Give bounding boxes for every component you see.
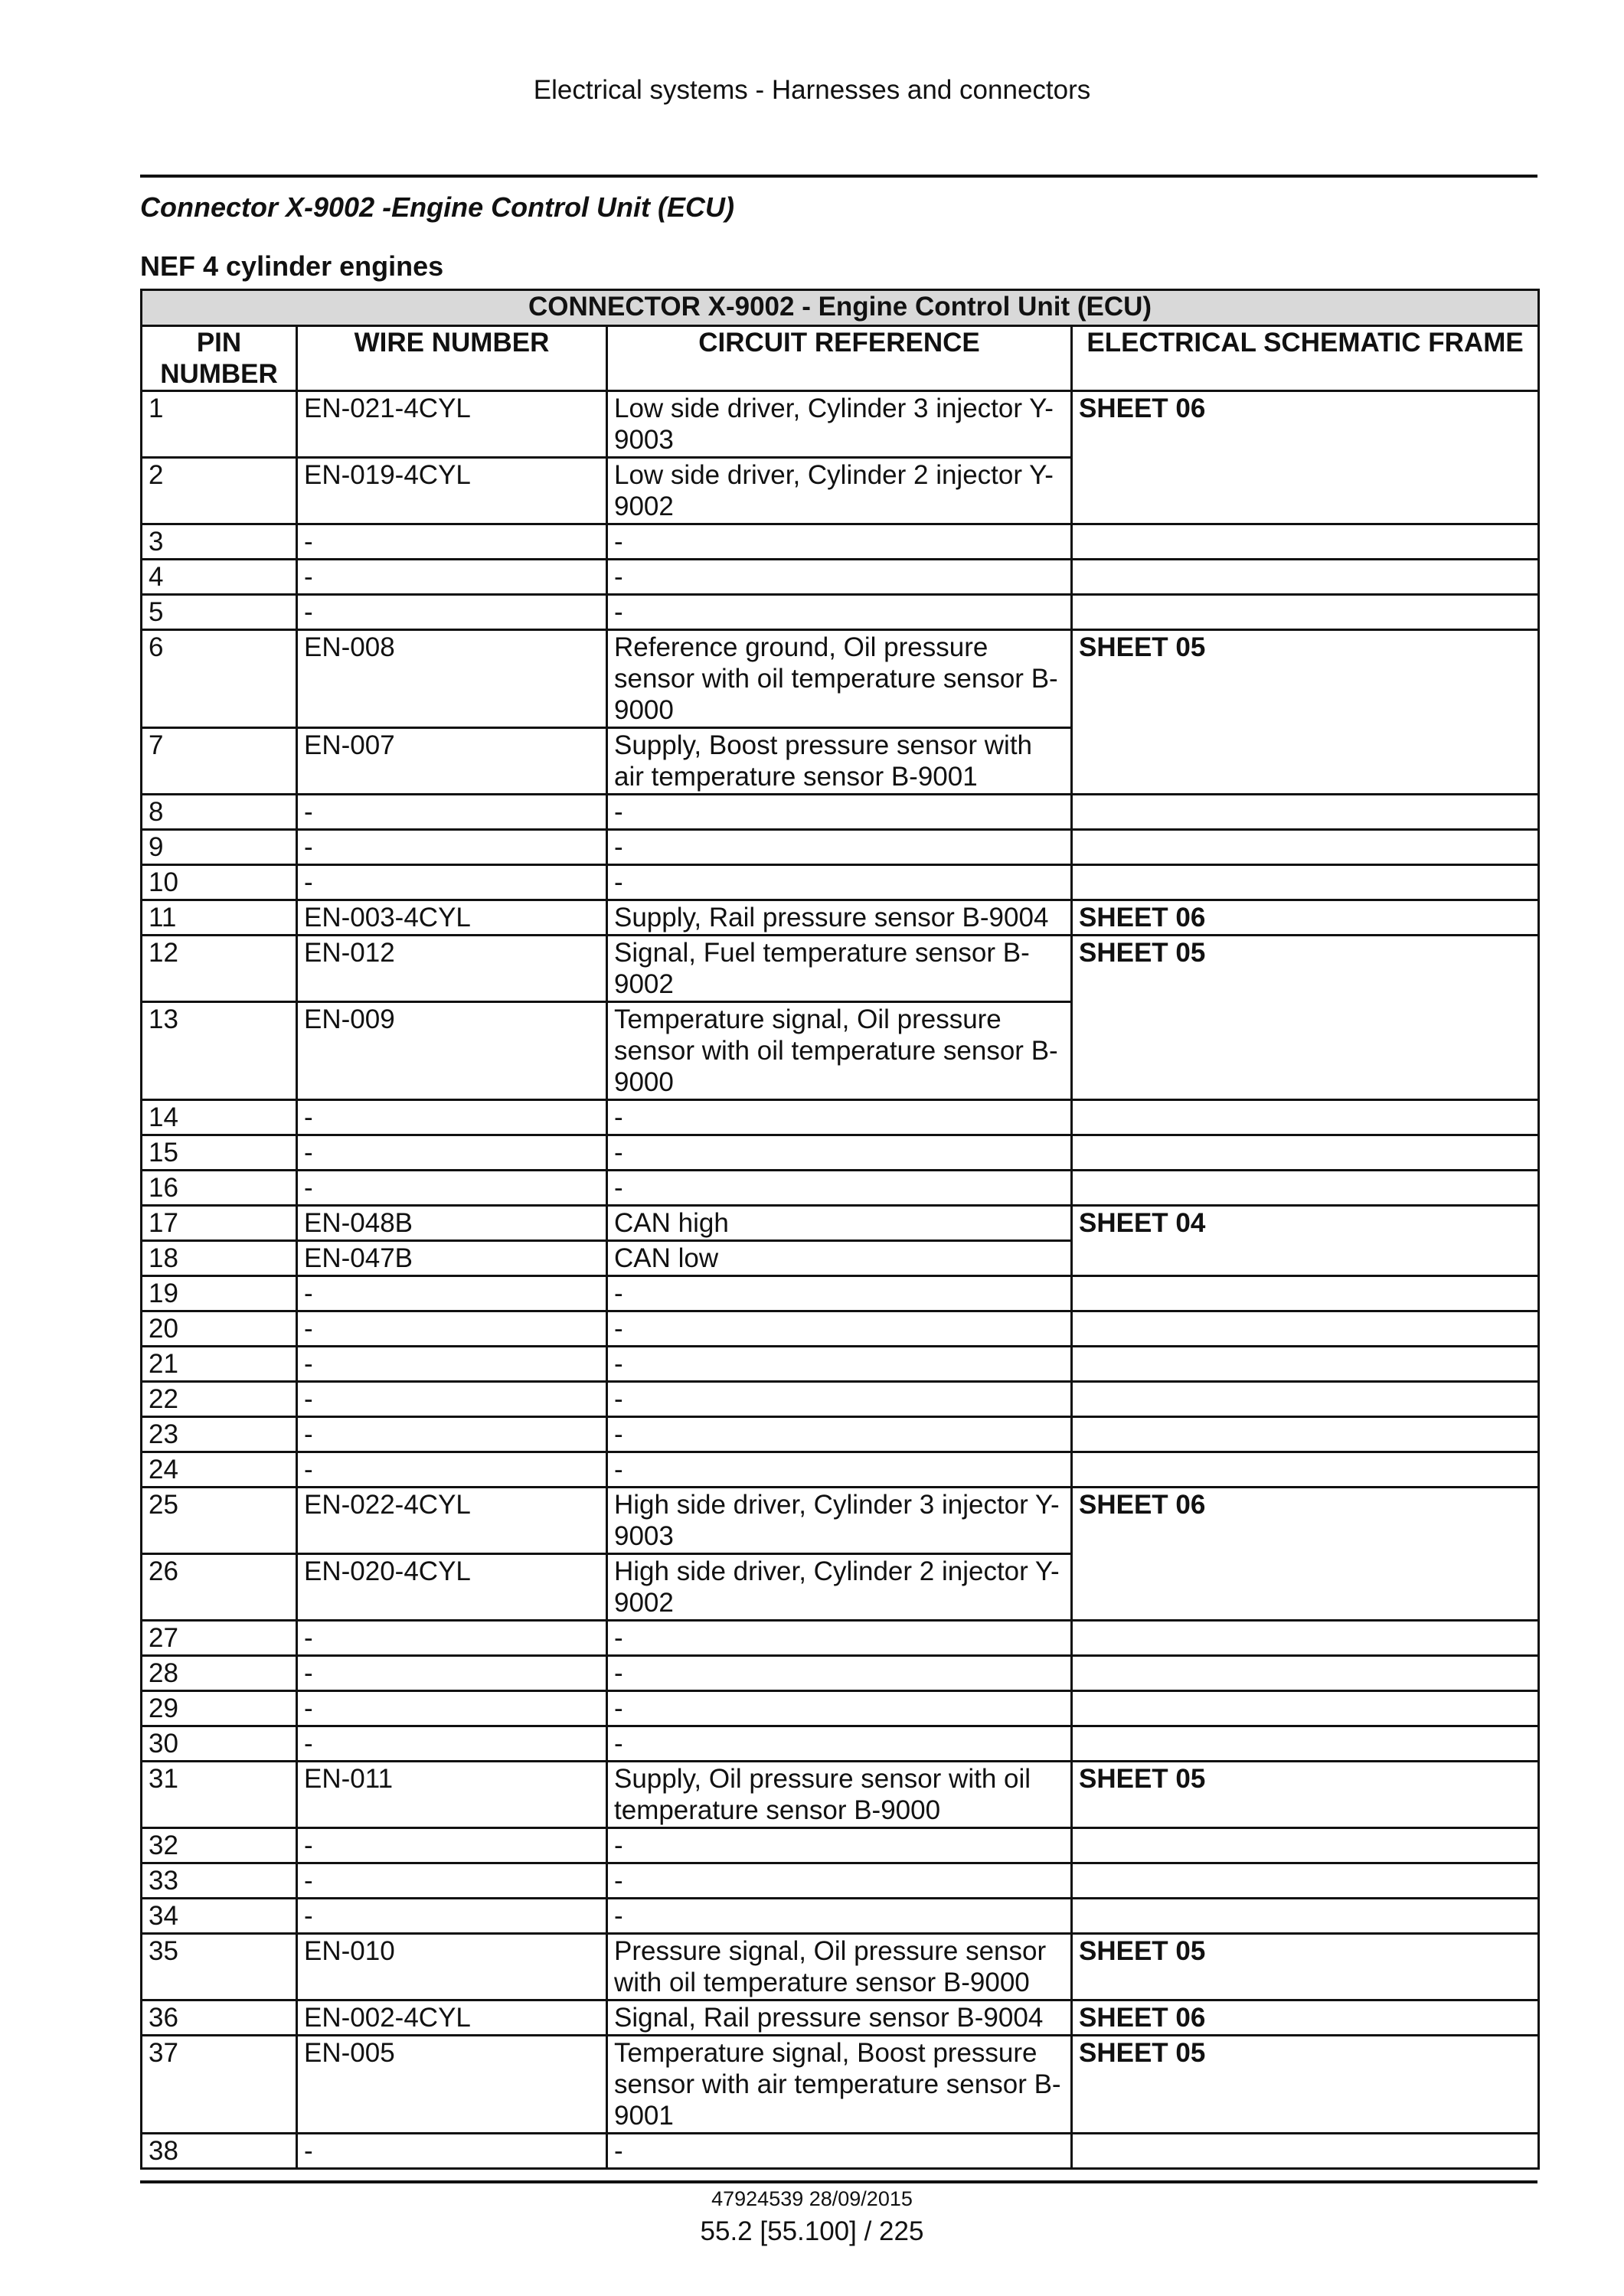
- schematic-frame-cell: [1072, 1347, 1539, 1382]
- pin-number-cell: 27: [142, 1621, 297, 1656]
- circuit-reference-cell: Supply, Boost pressure sensor with air temperature sensor B-9001: [607, 728, 1072, 795]
- pin-number-cell: 11: [142, 900, 297, 936]
- circuit-reference-cell: Temperature signal, Oil pressure sensor with oil temperature sensor B-9000: [607, 1002, 1072, 1100]
- circuit-reference-cell: Low side driver, Cylinder 2 injector Y-9002: [607, 458, 1072, 524]
- circuit-reference-cell: -: [607, 1726, 1072, 1762]
- schematic-frame-cell: SHEET 05: [1072, 1762, 1539, 1828]
- pin-number-cell: 15: [142, 1135, 297, 1171]
- schematic-frame-cell: [1072, 1311, 1539, 1347]
- schematic-frame-cell: [1072, 1621, 1539, 1656]
- circuit-reference-cell: -: [607, 1382, 1072, 1417]
- circuit-reference-cell: -: [607, 1417, 1072, 1452]
- schematic-frame-cell: [1072, 2134, 1539, 2169]
- wire-number-cell: EN-020-4CYL: [297, 1554, 607, 1621]
- schematic-frame-cell: SHEET 05: [1072, 2036, 1539, 2134]
- table-row: [142, 1206, 1539, 1241]
- pin-number-cell: 35: [142, 1934, 297, 2000]
- schematic-frame-cell: [1072, 1135, 1539, 1171]
- wire-number-cell: EN-008: [297, 630, 607, 728]
- table-row: [142, 1276, 1539, 1311]
- pin-number-cell: 9: [142, 830, 297, 865]
- document-number: 47924539 28/09/2015: [711, 2187, 913, 2210]
- wire-number-cell: EN-007: [297, 728, 607, 795]
- pin-number-cell: 24: [142, 1452, 297, 1488]
- wire-number-cell: -: [297, 865, 607, 900]
- wire-number-cell: EN-009: [297, 1002, 607, 1100]
- wire-number-cell: -: [297, 1656, 607, 1691]
- pin-number-cell: 37: [142, 2036, 297, 2134]
- circuit-reference-cell: -: [607, 1828, 1072, 1863]
- schematic-frame-cell: [1072, 1171, 1539, 1206]
- pin-number-cell: 16: [142, 1171, 297, 1206]
- pin-number-cell: 13: [142, 1002, 297, 1100]
- table-row: [142, 1691, 1539, 1726]
- wire-number-cell: -: [297, 795, 607, 830]
- pin-number-cell: 5: [142, 595, 297, 630]
- circuit-reference-cell: -: [607, 1347, 1072, 1382]
- schematic-frame-cell: [1072, 1726, 1539, 1762]
- table-row: [142, 1934, 1539, 2000]
- wire-number-cell: -: [297, 1276, 607, 1311]
- column-header-frame: ELECTRICAL SCHEMATIC FRAME: [1072, 326, 1539, 391]
- table-row: [142, 1100, 1539, 1135]
- table-row: [142, 830, 1539, 865]
- pin-number-cell: 7: [142, 728, 297, 795]
- table-row: [142, 1347, 1539, 1382]
- wire-number-cell: -: [297, 1382, 607, 1417]
- wire-number-cell: -: [297, 1828, 607, 1863]
- table-row: [142, 595, 1539, 630]
- pin-number-cell: 28: [142, 1656, 297, 1691]
- table-row: [142, 560, 1539, 595]
- schematic-frame-cell: SHEET 06: [1072, 391, 1539, 524]
- wire-number-cell: EN-010: [297, 1934, 607, 2000]
- pin-number-cell: 10: [142, 865, 297, 900]
- circuit-reference-cell: Low side driver, Cylinder 3 injector Y-9003: [607, 391, 1072, 458]
- schematic-frame-cell: [1072, 524, 1539, 560]
- schematic-frame-cell: [1072, 1417, 1539, 1452]
- circuit-reference-cell: -: [607, 1656, 1072, 1691]
- wire-number-cell: EN-047B: [297, 1241, 607, 1276]
- circuit-reference-cell: -: [607, 1171, 1072, 1206]
- circuit-reference-cell: Signal, Fuel temperature sensor B-9002: [607, 936, 1072, 1002]
- wire-number-cell: -: [297, 524, 607, 560]
- pin-number-cell: 17: [142, 1206, 297, 1241]
- wire-number-cell: -: [297, 830, 607, 865]
- pin-number-cell: 20: [142, 1311, 297, 1347]
- column-header-wire: WIRE NUMBER: [297, 326, 607, 391]
- wire-number-cell: -: [297, 595, 607, 630]
- table-row: [142, 2000, 1539, 2036]
- wire-number-cell: -: [297, 1171, 607, 1206]
- table-row: [142, 1382, 1539, 1417]
- wire-number-cell: -: [297, 1100, 607, 1135]
- pin-number-cell: 19: [142, 1276, 297, 1311]
- circuit-reference-cell: -: [607, 795, 1072, 830]
- wire-number-cell: -: [297, 1452, 607, 1488]
- circuit-reference-cell: -: [607, 1691, 1072, 1726]
- schematic-frame-cell: [1072, 1691, 1539, 1726]
- schematic-frame-cell: SHEET 06: [1072, 900, 1539, 936]
- wire-number-cell: -: [297, 1726, 607, 1762]
- circuit-reference-cell: -: [607, 1135, 1072, 1171]
- table-row: [142, 1762, 1539, 1828]
- wire-number-cell: -: [297, 1899, 607, 1934]
- wire-number-cell: -: [297, 1135, 607, 1171]
- page-number: 55.2 [55.100] / 225: [700, 2216, 924, 2246]
- table-row: [142, 1417, 1539, 1452]
- pin-number-cell: 29: [142, 1691, 297, 1726]
- connector-table-wrapper: [140, 289, 1537, 2170]
- pin-number-cell: 22: [142, 1382, 297, 1417]
- wire-number-cell: EN-021-4CYL: [297, 391, 607, 458]
- circuit-reference-cell: -: [607, 1621, 1072, 1656]
- page-header: Electrical systems - Harnesses and connectors: [533, 75, 1091, 105]
- table-row: [142, 1899, 1539, 1934]
- wire-number-cell: -: [297, 560, 607, 595]
- circuit-reference-cell: CAN high: [607, 1206, 1072, 1241]
- wire-number-cell: EN-003-4CYL: [297, 900, 607, 936]
- pin-number-cell: 38: [142, 2134, 297, 2169]
- table-row: [142, 1656, 1539, 1691]
- circuit-reference-cell: -: [607, 830, 1072, 865]
- schematic-frame-cell: [1072, 595, 1539, 630]
- circuit-reference-cell: High side driver, Cylinder 3 injector Y-9003: [607, 1488, 1072, 1554]
- circuit-reference-cell: -: [607, 2134, 1072, 2169]
- circuit-reference-cell: -: [607, 1452, 1072, 1488]
- schematic-frame-cell: [1072, 1656, 1539, 1691]
- wire-number-cell: -: [297, 1347, 607, 1382]
- circuit-reference-cell: -: [607, 1863, 1072, 1899]
- pin-number-cell: 14: [142, 1100, 297, 1135]
- wire-number-cell: EN-012: [297, 936, 607, 1002]
- pin-number-cell: 8: [142, 795, 297, 830]
- wire-number-cell: -: [297, 1417, 607, 1452]
- wire-number-cell: EN-019-4CYL: [297, 458, 607, 524]
- table-row: [142, 524, 1539, 560]
- wire-number-cell: EN-005: [297, 2036, 607, 2134]
- table-row: [142, 1135, 1539, 1171]
- circuit-reference-cell: -: [607, 560, 1072, 595]
- sub-title: NEF 4 cylinder engines: [140, 250, 444, 282]
- circuit-reference-cell: Temperature signal, Boost pressure sensor with air temperature sensor B-9001: [607, 2036, 1072, 2134]
- schematic-frame-cell: [1072, 1100, 1539, 1135]
- pin-number-cell: 30: [142, 1726, 297, 1762]
- wire-number-cell: -: [297, 1621, 607, 1656]
- circuit-reference-cell: Supply, Oil pressure sensor with oil temperature sensor B-9000: [607, 1762, 1072, 1828]
- wire-number-cell: EN-022-4CYL: [297, 1488, 607, 1554]
- pin-number-cell: 4: [142, 560, 297, 595]
- wire-number-cell: -: [297, 1863, 607, 1899]
- circuit-reference-cell: Supply, Rail pressure sensor B-9004: [607, 900, 1072, 936]
- schematic-frame-cell: [1072, 1828, 1539, 1863]
- pin-number-cell: 2: [142, 458, 297, 524]
- circuit-reference-cell: High side driver, Cylinder 2 injector Y-9002: [607, 1554, 1072, 1621]
- circuit-reference-cell: -: [607, 1899, 1072, 1934]
- section-title: Connector X-9002 -Engine Control Unit (ECU): [140, 191, 735, 223]
- column-header-pin: PIN NUMBER: [142, 326, 297, 391]
- circuit-reference-cell: CAN low: [607, 1241, 1072, 1276]
- table-header-row: [142, 326, 1539, 391]
- wire-number-cell: EN-048B: [297, 1206, 607, 1241]
- circuit-reference-cell: -: [607, 865, 1072, 900]
- table-row: [142, 630, 1539, 728]
- schematic-frame-cell: SHEET 06: [1072, 1488, 1539, 1621]
- wire-number-cell: -: [297, 1311, 607, 1347]
- circuit-reference-cell: -: [607, 524, 1072, 560]
- circuit-reference-cell: -: [607, 595, 1072, 630]
- pin-number-cell: 32: [142, 1828, 297, 1863]
- schematic-frame-cell: SHEET 05: [1072, 936, 1539, 1100]
- table-caption-row: [142, 290, 1539, 326]
- table-body: [142, 391, 1539, 2169]
- circuit-reference-cell: Signal, Rail pressure sensor B-9004: [607, 2000, 1072, 2036]
- pin-number-cell: 34: [142, 1899, 297, 1934]
- pin-number-cell: 3: [142, 524, 297, 560]
- schematic-frame-cell: [1072, 865, 1539, 900]
- pin-number-cell: 31: [142, 1762, 297, 1828]
- table-row: [142, 795, 1539, 830]
- table-row: [142, 1828, 1539, 1863]
- wire-number-cell: EN-011: [297, 1762, 607, 1828]
- wire-number-cell: -: [297, 2134, 607, 2169]
- table-row: [142, 1311, 1539, 1347]
- table-row: [142, 865, 1539, 900]
- pin-number-cell: 36: [142, 2000, 297, 2036]
- table-caption: CONNECTOR X-9002 - Engine Control Unit (ECU): [142, 290, 1539, 326]
- pin-number-cell: 18: [142, 1241, 297, 1276]
- schematic-frame-cell: SHEET 05: [1072, 630, 1539, 795]
- schematic-frame-cell: [1072, 560, 1539, 595]
- table-row: [142, 1488, 1539, 1554]
- schematic-frame-cell: [1072, 830, 1539, 865]
- pin-number-cell: 23: [142, 1417, 297, 1452]
- pin-number-cell: 21: [142, 1347, 297, 1382]
- schematic-frame-cell: [1072, 1899, 1539, 1934]
- pin-number-cell: 6: [142, 630, 297, 728]
- wire-number-cell: -: [297, 1691, 607, 1726]
- circuit-reference-cell: -: [607, 1100, 1072, 1135]
- schematic-frame-cell: [1072, 795, 1539, 830]
- schematic-frame-cell: SHEET 05: [1072, 1934, 1539, 2000]
- table-row: [142, 391, 1539, 458]
- table-row: [142, 1726, 1539, 1762]
- pin-number-cell: 25: [142, 1488, 297, 1554]
- pin-number-cell: 1: [142, 391, 297, 458]
- pin-number-cell: 26: [142, 1554, 297, 1621]
- schematic-frame-cell: SHEET 06: [1072, 2000, 1539, 2036]
- table-row: [142, 1863, 1539, 1899]
- circuit-reference-cell: -: [607, 1276, 1072, 1311]
- schematic-frame-cell: [1072, 1382, 1539, 1417]
- table-row: [142, 936, 1539, 1002]
- pin-number-cell: 33: [142, 1863, 297, 1899]
- table-row: [142, 1171, 1539, 1206]
- connector-table: [140, 289, 1540, 2170]
- circuit-reference-cell: Pressure signal, Oil pressure sensor with oil temperature sensor B-9000: [607, 1934, 1072, 2000]
- schematic-frame-cell: [1072, 1452, 1539, 1488]
- wire-number-cell: EN-002-4CYL: [297, 2000, 607, 2036]
- table-row: [142, 2134, 1539, 2169]
- circuit-reference-cell: Reference ground, Oil pressure sensor with oil temperature sensor B-9000: [607, 630, 1072, 728]
- schematic-frame-cell: [1072, 1863, 1539, 1899]
- column-header-circuit: CIRCUIT REFERENCE: [607, 326, 1072, 391]
- table-row: [142, 900, 1539, 936]
- footer-divider: [140, 2180, 1537, 2183]
- pin-number-cell: 12: [142, 936, 297, 1002]
- table-row: [142, 1621, 1539, 1656]
- table-row: [142, 2036, 1539, 2134]
- circuit-reference-cell: -: [607, 1311, 1072, 1347]
- schematic-frame-cell: SHEET 04: [1072, 1206, 1539, 1276]
- schematic-frame-cell: [1072, 1276, 1539, 1311]
- table-row: [142, 1452, 1539, 1488]
- header-divider: [140, 175, 1537, 178]
